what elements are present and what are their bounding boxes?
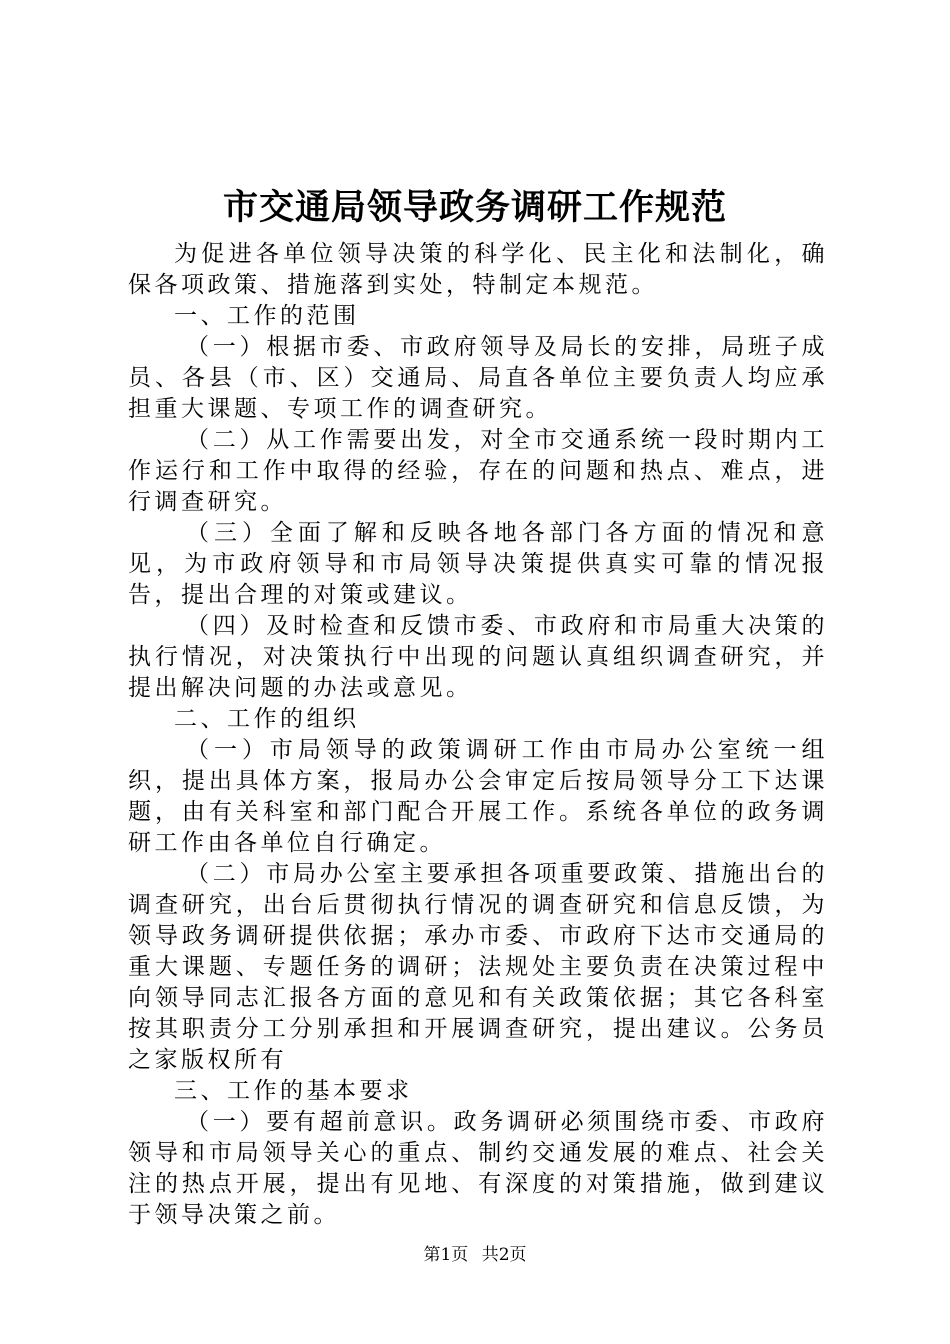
- section-heading-requirements: 三、工作的基本要求: [174, 1078, 413, 1104]
- page-footer: [0, 1243, 950, 1267]
- intro-paragraph: 为促进各单位领导决策的科学化、民主化和法制化，确保各项政策、措施落到实处，特制定本规范。: [128, 241, 828, 298]
- page-total: 共2页: [481, 1245, 527, 1265]
- document-body: [128, 239, 828, 1231]
- scope-item-1: （一）根据市委、市政府领导及局长的安排，局班子成员、各县（市、区）交通局、局直各单位主要负责人均应承担重大课题、专项工作的调查研究。: [128, 334, 828, 422]
- page-number: 第1页: [423, 1245, 469, 1265]
- requirements-item-1: （一）要有超前意识。政务调研必须围绕市委、市政府领导和市局领导关心的重点、制约交通发展的难点、社会关注的热点开展，提出有见地、有深度的对策措施，做到建议于领导决策之前。: [128, 1109, 828, 1228]
- organization-item-2: （二）市局办公室主要承担各项重要政策、措施出台的调查研究，出台后贯彻执行情况的调查研究和信息反馈，为领导政务调研提供依据；承办市委、市政府下达市交通局的重大课题、专题任务的调研；法规处主要负责在决策过程中向领导同志汇报各方面的意见和有关政策依据；其它各科室按其职责分工分别承担和开展调查研究，提出建议。公务员之家版权所有: [128, 861, 828, 1073]
- scope-item-3: （三）全面了解和反映各地各部门各方面的情况和意见，为市政府领导和市局领导决策提供真实可靠的情况报告，提出合理的对策或建议。: [128, 520, 828, 608]
- section-heading-scope: 一、工作的范围: [174, 303, 360, 329]
- organization-item-1: （一）市局领导的政策调研工作由市局办公室统一组织，提出具体方案，报局办公会审定后按局领导分工下达课题，由有关科室和部门配合开展工作。系统各单位的政务调研工作由各单位自行确定。: [128, 737, 828, 856]
- scope-item-4: （四）及时检查和反馈市委、市政府和市局重大决策的执行情况，对决策执行中出现的问题认真组织调查研究，并提出解决问题的办法或意见。: [128, 613, 828, 701]
- scope-item-2: （二）从工作需要出发，对全市交通系统一段时期内工作运行和工作中取得的经验，存在的问题和热点、难点，进行调查研究。: [128, 427, 828, 515]
- document-title: 市交通局领导政务调研工作规范: [222, 187, 727, 228]
- section-heading-organization: 二、工作的组织: [174, 706, 360, 732]
